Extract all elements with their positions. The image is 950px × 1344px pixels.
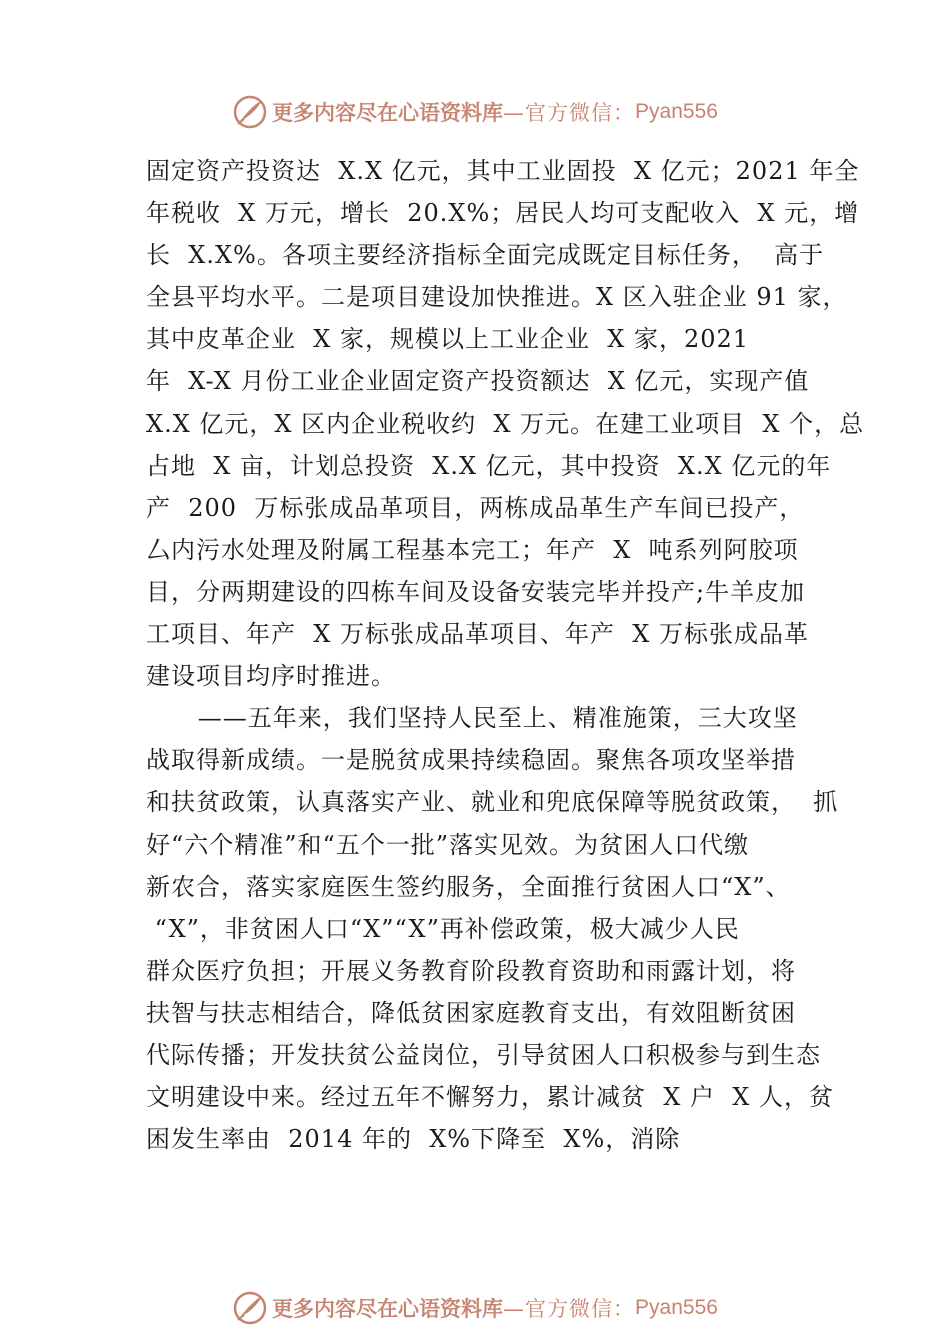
text-line: 新农合，落实家庭医生签约服务，全面推行贫困人口“X”、 xyxy=(146,872,791,901)
text-line: 建设项目均序时推进。 xyxy=(146,662,396,691)
document-body xyxy=(146,150,865,1160)
banner-wechat-label: —官方微信： xyxy=(503,101,636,125)
text-line: 其中皮革企业 X 家，规模以上工业企业 X 家，2021 xyxy=(146,325,750,354)
quill-logo-icon xyxy=(232,94,268,130)
footer-banner xyxy=(0,1290,950,1326)
text-line: 年 X-X 月份工业企业固定资产投资额达 X 亿元，实现产值 xyxy=(146,367,810,396)
text-line: 固定资产投资达 X.X 亿元，其中工业固投 X 亿元；2021 年全 xyxy=(146,157,860,185)
text-line: 战取得新成绩。一是脱贫成果持续稳固。聚焦各项攻坚举措 xyxy=(146,746,796,775)
text-line: 全县平均水平。二是项目建设加快推进。X 区入驻企业 91 家， xyxy=(146,283,848,312)
quill-logo-icon xyxy=(232,1290,268,1326)
text-line: 代际传播；开发扶贫公益岗位，引导贫困人口积极参与到生态 xyxy=(146,1040,821,1069)
banner-title: 更多内容尽在心语资料库 xyxy=(272,1297,504,1321)
text-line: 好“六个精准”和“五个一批”落实见效。为贫困人口代缴 xyxy=(146,830,750,859)
text-line: 长 X.X%。各项主要经济指标全面完成既定目标任务， 高于 xyxy=(146,241,825,270)
text-line: 扶智与扶志相结合，降低贫困家庭教育支出，有效阻断贫困 xyxy=(146,998,796,1027)
text-line: 工项目、年产 X 万标张成品革项目、年产 X 万标张成品革 xyxy=(146,620,809,649)
text-line: 和扶贫政策，认真落实产业、就业和兜底保障等脱贫政策， 抓 xyxy=(146,788,839,817)
text-line: 占地 X 亩，计划总投资 X.X 亿元，其中投资 X.X 亿元的年 xyxy=(146,451,832,480)
text-line: 厶内污水处理及附属工程基本完工；年产 X 吨系列阿胶项 xyxy=(146,535,799,564)
text-line: 文明建设中来。经过五年不懈努力，累计减贫 X 户 X 人，贫 xyxy=(146,1083,834,1112)
banner-wechat-label: —官方微信： xyxy=(503,1297,636,1321)
text-line: 年税收 X 万元，增长 20.X%；居民人均可支配收入 X 元，增 xyxy=(146,199,860,228)
text-line: 困发生率由 2014 年的 X%下降至 X%，消除 xyxy=(146,1125,681,1154)
text-line: X.X 亿元，X 区内企业税收约 X 万元。在建工业项目 X 个，总 xyxy=(146,409,865,438)
header-banner xyxy=(0,94,950,130)
text-line: 群众医疗负担；开展义务教育阶段教育资助和雨露计划，将 xyxy=(146,956,796,985)
banner-title: 更多内容尽在心语资料库 xyxy=(272,101,504,125)
banner-wechat-id: Pyan556 xyxy=(635,100,718,123)
text-line: “X”，非贫困人口“X”“X”再补偿政策，极大减少人民 xyxy=(146,914,740,943)
text-line: ——五年来，我们坚持人民至上、精准施策，三大攻坚 xyxy=(146,704,798,733)
text-line: 产 200 万标张成品革项目，两栋成品革生产车间已投产， xyxy=(146,493,805,522)
banner-wechat-id: Pyan556 xyxy=(635,1296,718,1319)
text-line: 目，分两期建设的四栋车间及设备安装完毕并投产;牛羊皮加 xyxy=(146,577,806,606)
